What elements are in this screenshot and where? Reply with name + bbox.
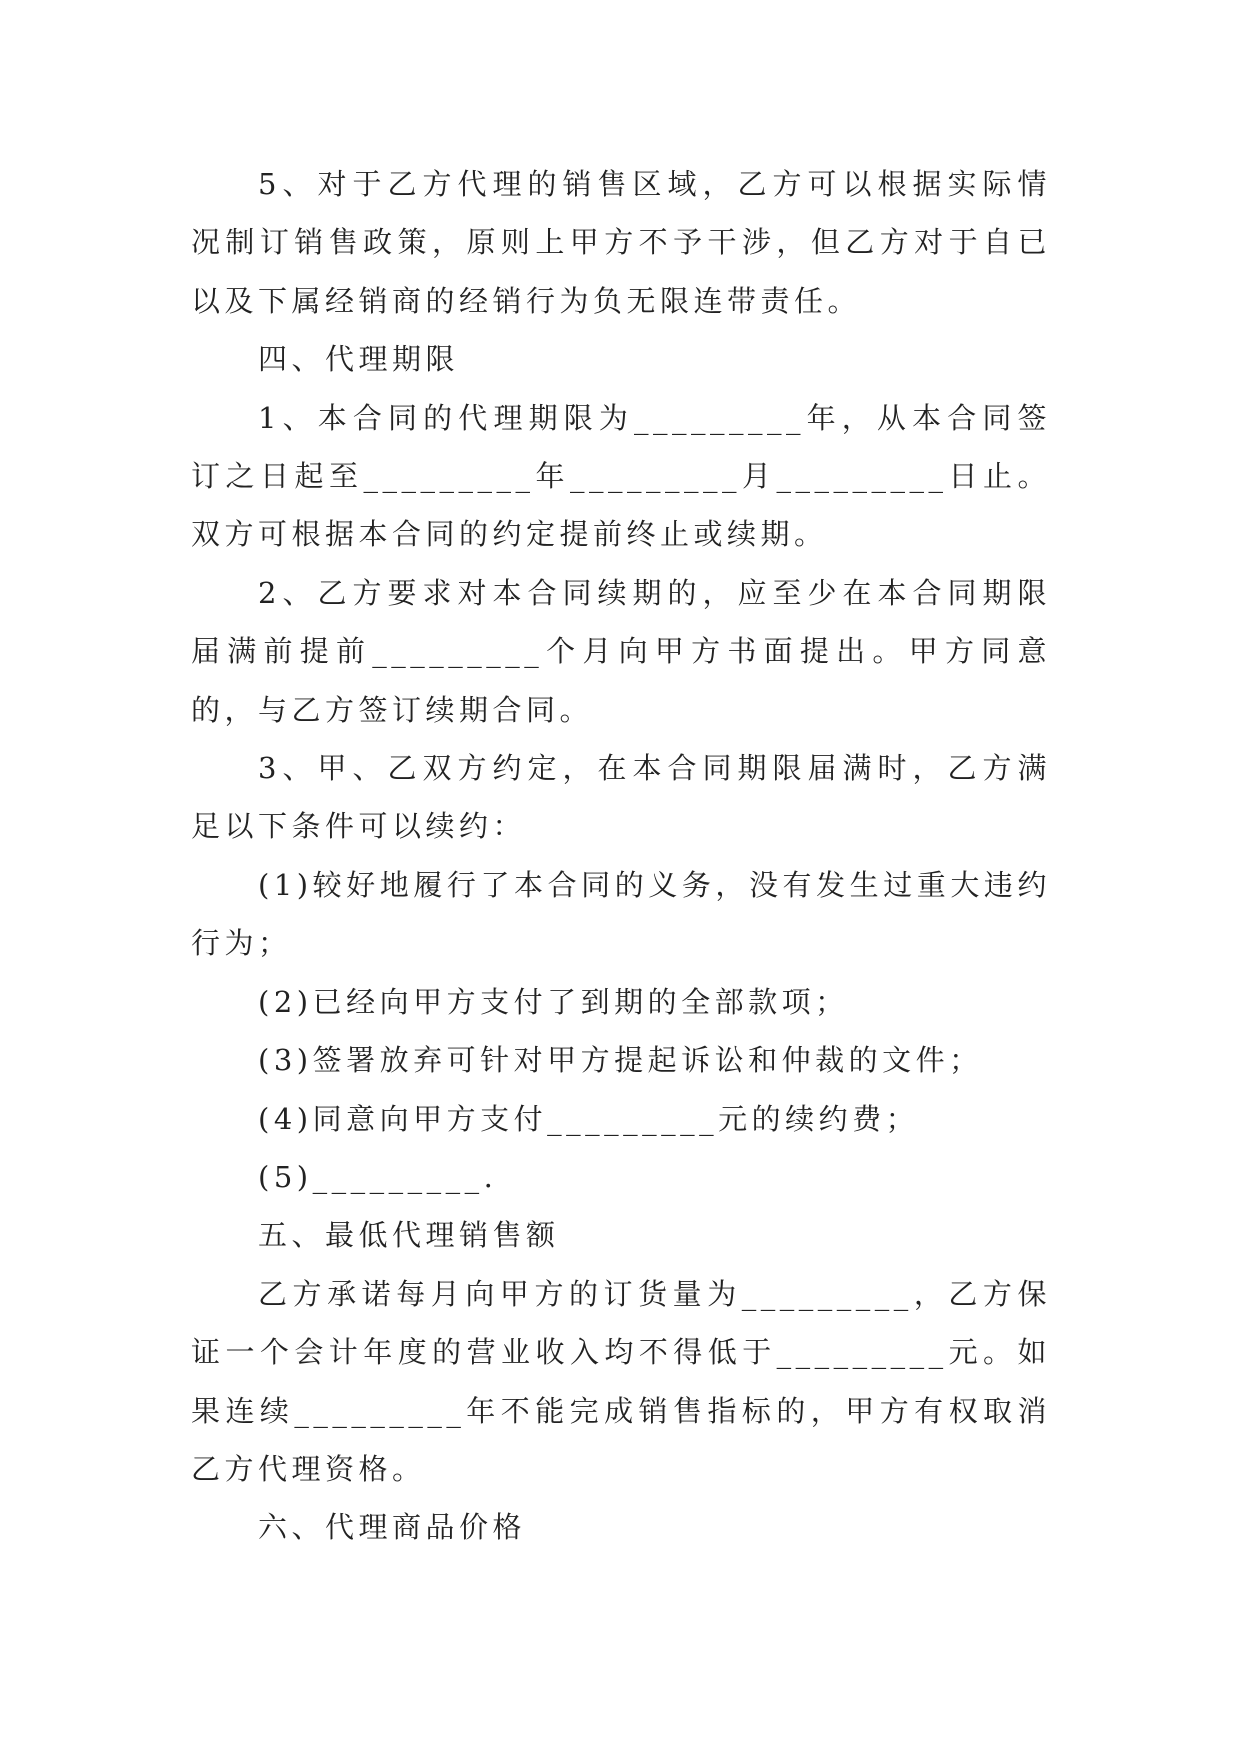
section-heading-product-price: 六、代理商品价格 [258,1510,527,1545]
clause-4-2: 2、乙方要求对本合同续期的，应至少在本合同期限届满前提前_________个月向甲方书面提出。甲方同意的，与乙方签订续期合同。 [191,575,1051,727]
condition-3: (3)签署放弃可针对甲方提起诉讼和仲裁的文件； [258,1043,983,1078]
condition-2: (2)已经向甲方支付了到期的全部款项； [258,984,849,1019]
clause-5-body: 乙方承诺每月向甲方的订货量为_________，乙方保证一个会计年度的营业收入均不得低于_________元。如果连续_________年不能完成销售指标的，甲方有权取消乙方代理资格。 [191,1276,1051,1486]
condition-5: (5)_________. [258,1159,498,1194]
clause-3-5: 5、对于乙方代理的销售区域，乙方可以根据实际情况制订销售政策，原则上甲方不予干涉，但乙方对于自已以及下属经销商的经销行为负无限连带责任。 [191,167,1051,318]
clause-4-1: 1、本合同的代理期限为_________年，从本合同签订之日起至_________年_________月_________日止。双方可根据本合同的约定提前终止或续期。 [191,400,1051,552]
document-body [191,155,1051,1557]
section-heading-agency-term: 四、代理期限 [258,342,460,377]
clause-4-3: 3、甲、乙双方约定，在本合同期限届满时，乙方满足以下条件可以续约： [191,751,1051,844]
section-heading-minimum-sales: 五、最低代理销售额 [258,1218,560,1253]
condition-1: (1)较好地履行了本合同的义务，没有发生过重大违约行为； [191,867,1051,961]
condition-4: (4)同意向甲方支付_________元的续约费； [258,1101,920,1136]
